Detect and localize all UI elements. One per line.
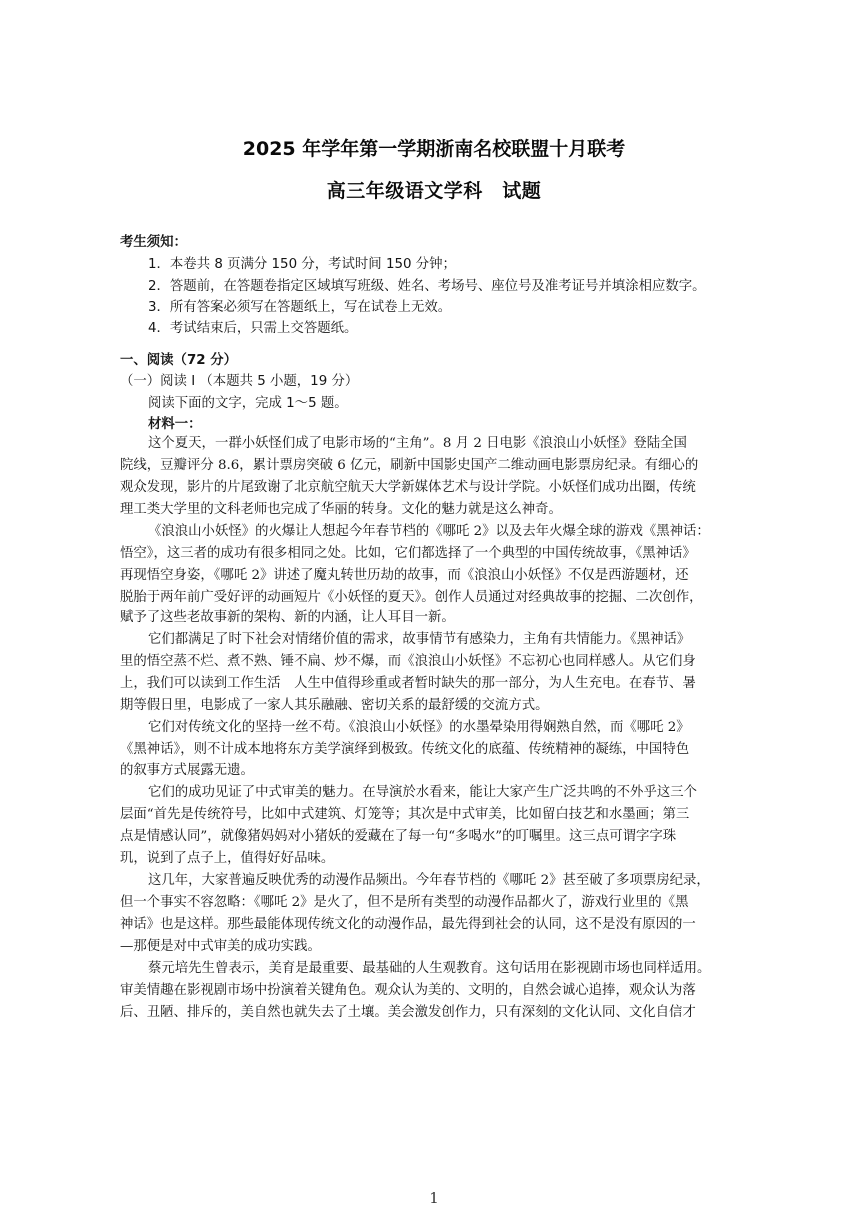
body-line: 观众发现，影片的片尾致谢了北京航空航天大学新媒体艺术与设计学院。小妖怪们成功出圈，传统: [120, 480, 696, 495]
notice-heading: 考生须知：: [120, 235, 187, 250]
section-heading: 一、阅读（72 分）: [120, 353, 238, 368]
body-line: 《浪浪山小妖怪》的火爆让人想起今年春节档的《哪吒 2》以及去年火爆全球的游戏《黑神话：: [148, 524, 710, 539]
notice-item: 1．本卷共 8 页满分 150 分，考试时间 150 分钟；: [148, 257, 456, 272]
body-line: 这个夏天，一群小妖怪们成了电影市场的“主角”。8 月 2 日电影《浪浪山小妖怪》登陆全国: [148, 436, 687, 451]
body-line: 神话》也是这样。那些最能体现传统文化的动漫作品，最先得到社会的认同，这不是没有原因的一: [120, 917, 696, 932]
body-line: 期等假日里，电影成了一家人其乐融融、密切关系的最舒缓的交流方式。: [120, 698, 549, 713]
body-line: 点是情感认同”，就像猪妈妈对小猪妖的爱藏在了每一句“多喝水”的叮嘱里。这三点可谓字字珠: [120, 829, 677, 844]
body-line: 后、丑陋、排斥的，美自然也就失去了土壤。美会激发创作力，只有深刻的文化认同、文化自信才: [120, 1005, 696, 1020]
notice-item: 3．所有答案必须写在答题纸上，写在试卷上无效。: [148, 300, 452, 315]
body-line: 悟空》，这三者的成功有很多相同之处。比如，它们都选择了一个典型的中国传统故事，《黑神话》: [120, 546, 696, 561]
body-line: 这几年，大家普遍反映优秀的动漫作品频出。今年春节档的《哪吒 2》甚至破了多项票房纪录，: [148, 873, 710, 888]
body-line: 它们对传统文化的坚持一丝不苟。《浪浪山小妖怪》的水墨晕染用得娴熟自然，而《哪吒 2》: [148, 720, 690, 735]
exam-subtitle: 高三年级语文学科 试题: [326, 180, 542, 202]
body-line: 院线，豆瓣评分 8.6，累计票房突破 6 亿元，刷新中国影史国产二维动画电影票房纪录。有细心的: [120, 458, 699, 473]
subsection-heading: （一）阅读 I （本题共 5 小题，19 分）: [120, 374, 359, 389]
material-label: 材料一：: [148, 417, 202, 432]
body-line: 的叙事方式展露无遗。: [120, 763, 254, 778]
body-line: 脱胎于两年前广受好评的动画短片《小妖怪的夏天》。创作人员通过对经典故事的挖掘、二次创作，: [120, 590, 703, 605]
body-line: 再现悟空身姿，《哪吒 2》讲述了魔丸转世历劫的故事，而《浪浪山小妖怪》不仅是西游题材，还: [120, 568, 689, 583]
body-line: 它们都满足了时下社会对情绪价值的需求，故事情节有感染力，主角有共情能力。《黑神话》: [148, 632, 691, 647]
body-line: 层面“首先是传统符号，比如中式建筑、灯笼等；其次是中式审美，比如留白技艺和水墨画；第三: [120, 807, 690, 822]
body-line: 赋予了这些老故事新的架构、新的内涵，让人耳目一新。: [120, 610, 455, 625]
notice-item: 4．考试结束后，只需上交答题纸。: [148, 321, 358, 336]
body-line: 上，我们可以读到工作生活 人生中值得珍重或者暂时缺失的那一部分，为人生充电。在春节、暑: [120, 676, 696, 691]
page-number: 1: [429, 1189, 439, 1207]
body-line: 里的悟空蒸不烂、煮不熟、锤不扁、炒不爆，而《浪浪山小妖怪》不忘初心也同样感人。从它们身: [120, 654, 696, 669]
body-line: 审美情趣在影视剧市场中扮演着关键角色。观众认为美的、文明的，自然会诚心追捧，观众认为落: [120, 983, 696, 998]
body-line: —那便是对中式审美的成功实践。: [120, 939, 321, 954]
body-line: 它们的成功见证了中式审美的魅力。在导演於水看来，能让大家产生广泛共鸣的不外乎这三个: [148, 785, 698, 800]
body-line: 蔡元培先生曾表示，美育是最重要、最基础的人生观教育。这句话用在影视剧市场也同样适用。: [148, 961, 711, 976]
body-line: 但一个事实不容忽略：《哪吒 2》是火了，但不是所有类型的动漫作品都火了，游戏行业里的《黑: [120, 895, 689, 910]
notice-item: 2．答题前，在答题卷指定区域填写班级、姓名、考场号、座位号及准考证号并填涂相应数字。: [148, 279, 706, 294]
exam-title: 2025 年学年第一学期浙南名校联盟十月联考: [242, 138, 626, 160]
body-line: 理工类大学里的文科老师也完成了华丽的转身。文化的魅力就是这么神奇。: [120, 502, 562, 517]
body-line: 玑，说到了点子上，值得好好品味。: [120, 851, 335, 866]
body-line: 《黑神话》，则不计成本地将东方美学演绎到极致。传统文化的底蕴、传统精神的凝练，中国特色: [120, 742, 690, 757]
reading-instruction: 阅读下面的文字，完成 1～5 题。: [148, 396, 348, 411]
